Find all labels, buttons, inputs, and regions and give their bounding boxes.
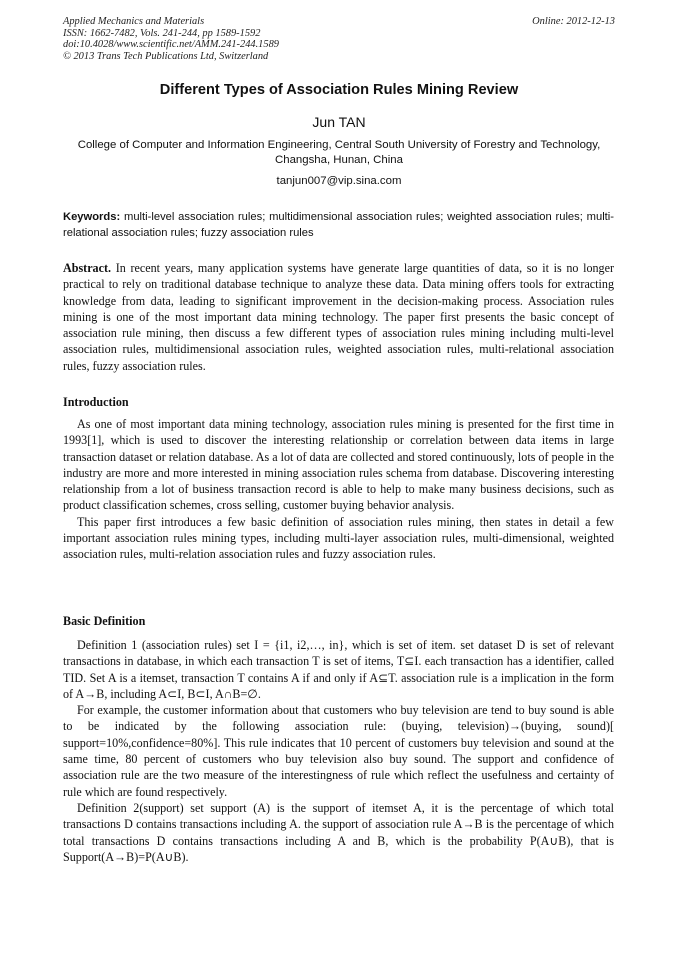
online-date: Online: 2012-12-13	[532, 16, 615, 27]
issn-line: ISSN: 1662-7482, Vols. 241-244, pp 1589-1592	[63, 27, 261, 39]
paragraph: For example, the customer information about that customers who buy television are tend to buy sound is able to be indicated by the following association rule: (buying, television)→(buying, sound)[ support=10%,confidence=80%]. This rule indicates that 10 percent of customers buy television and sound at the same time, 80 percent of customers who buy television also buy sound. The support and confidence of association rule are the two measure of the interestingness of rule which reflect the usefulness and certainty of rule which are found respectively.	[63, 703, 614, 799]
keywords-label: Keywords:	[63, 211, 121, 223]
journal-header	[63, 16, 615, 62]
keywords-text: multi-level association rules; multidimensional association rules; weighted association rules; multi-relational association rules; fuzzy association rules	[63, 211, 615, 239]
abstract-label: Abstract.	[63, 261, 112, 275]
abstract	[63, 260, 614, 374]
paragraph: Definition 2(support) set support (A) is the support of itemset A, it is the percentage of which total transactions D contains transactions including A. the support of association rule A→B is the percentage of which total transactions D contains transactions including A and B, which is the probability P(A∪B), that is Support(A→B)=P(A∪B).	[63, 800, 614, 864]
paragraph: As one of most important data mining technology, association rules mining is presented for the first time in 1993[1], which is used to discover the interesting relationship or correlation between data items in large transaction dataset or relation database. As a lot of data are collected and stored continuously, lots of people in the industry are more and more interested in mining association rules schema from database. Discovering interesting relationship from a lot of business transaction record is able to help to make many business decisions, such as product classification schemes, cross selling, customer buying behavior analysis.	[63, 417, 614, 513]
paper-title: Different Types of Association Rules Mining Review	[159, 82, 519, 98]
doi-line: doi:10.4028/www.scientific.net/AMM.241-244.1589	[63, 39, 279, 51]
introduction-section	[63, 416, 614, 563]
author-affiliation: College of Computer and Information Engineering, Central South University of Forestry and Technology, Changsha, Hunan, China	[77, 139, 601, 166]
paragraph: This paper first introduces a few basic definition of association rules mining, then states in detail a few important association rules mining types, including multi-layer association rules, multi-dimensional, weighted association rules, multi-relation association rules and fuzzy association rules.	[63, 514, 614, 562]
basic-definition-section	[63, 637, 614, 865]
journal-name: Applied Mechanics and Materials	[63, 16, 205, 27]
author-email[interactable]: tanjun007@vip.sina.com	[276, 175, 402, 187]
section-heading-basic-definition: Basic Definition	[63, 614, 146, 628]
abstract-text: In recent years, many application systems have generate large quantities of data, so it is no longer practical to rely on traditional database technique to analyze these data. Data mining offers tools for extracting knowledge from data, leading to significant improvement in the decision-making process. Association rules mining is one of the most important data mining technology. The paper first presents the basic concept of association rule mining, then discuss a few different types of association rules mining including multi-level association rules, multidimensional association rules, weighted association rules, multi-relational association rules, fuzzy association rules.	[63, 261, 614, 373]
keywords	[63, 209, 614, 241]
section-heading-introduction: Introduction	[63, 395, 129, 409]
copyright-line: © 2013 Trans Tech Publications Ltd, Switzerland	[63, 50, 269, 62]
author-name: Jun TAN	[312, 114, 366, 130]
paragraph: Definition 1 (association rules) set I = {i1, i2,…, in}, which is set of item. set dataset D is set of relevant transactions in database, in which each transaction T is set of items, T⊆I. each transaction has a identifier, called TID. Set A is a itemset, transaction T contains A if and only if A⊆T. association rule is a implication in the form of A→B, including A⊂I, B⊂I, A∩B=∅.	[63, 638, 614, 701]
